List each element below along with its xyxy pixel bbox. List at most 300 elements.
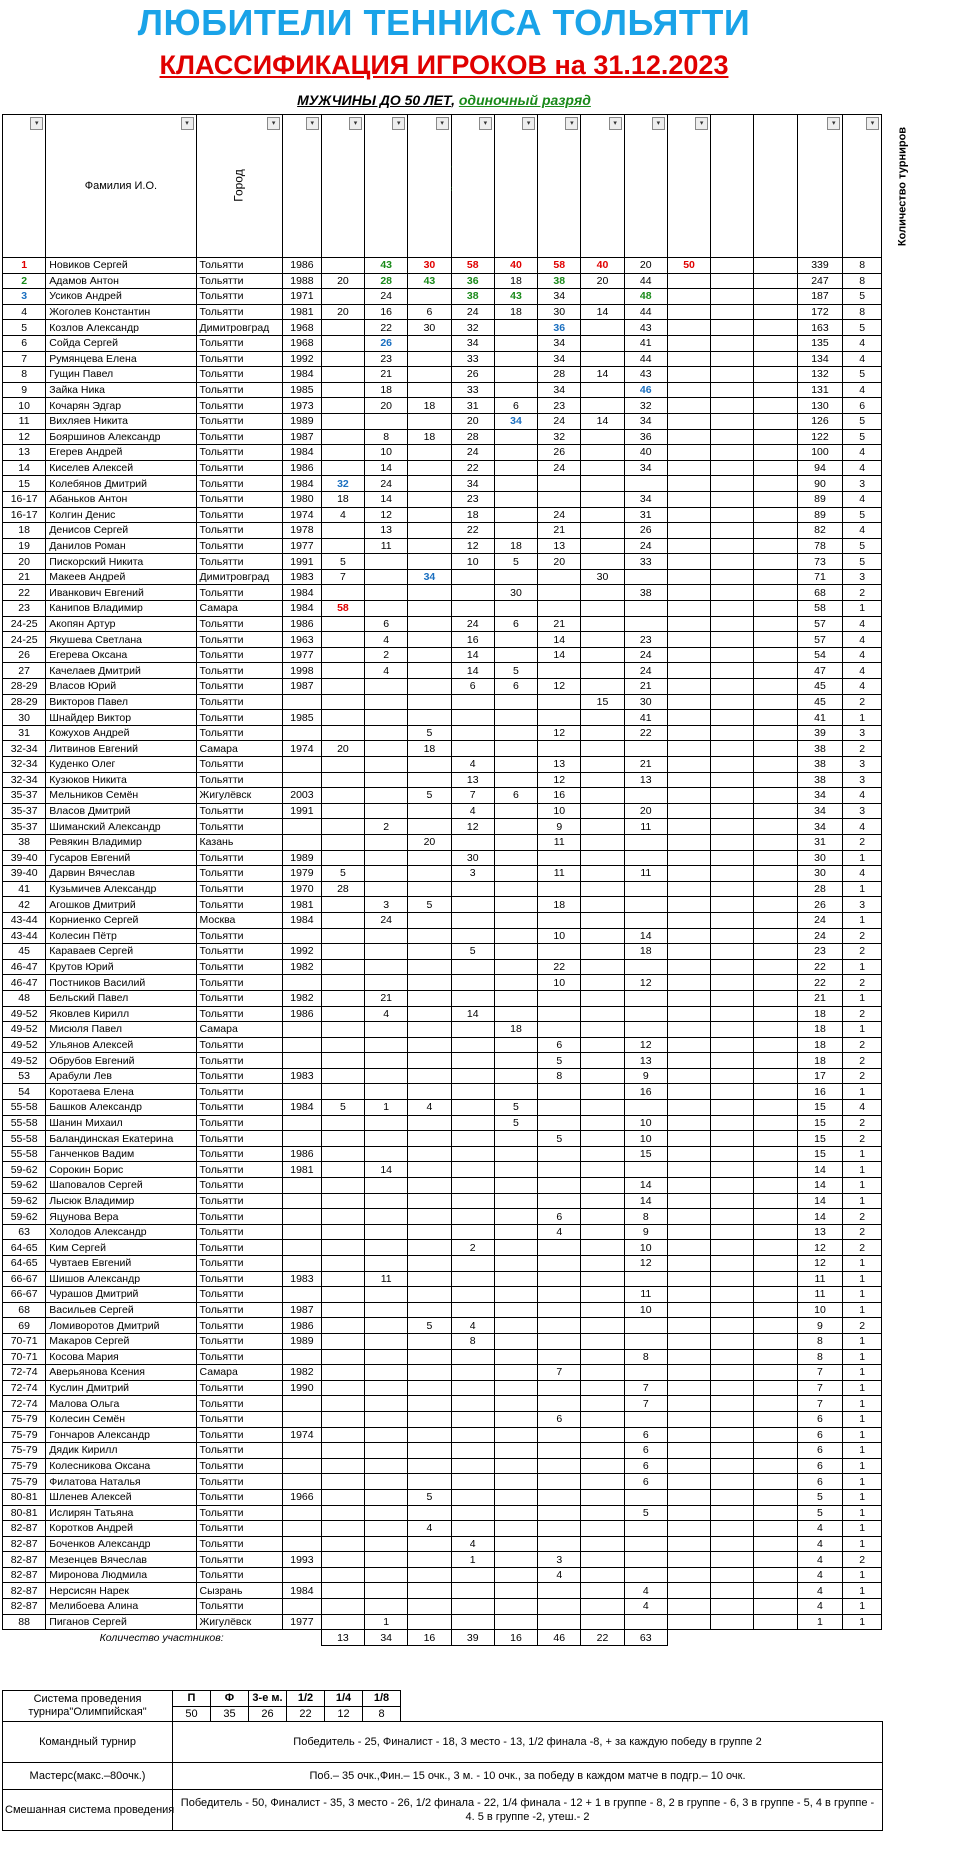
name-cell: Гусаров Евгений	[46, 850, 196, 866]
empty-cell	[667, 1333, 710, 1349]
total-cell: 8	[797, 1349, 843, 1365]
t5-cell	[494, 1068, 537, 1084]
empty-cell	[754, 616, 797, 632]
empty-cell	[754, 320, 797, 336]
name-cell: Постников Василий	[46, 975, 196, 991]
empty-cell	[711, 757, 754, 773]
t3-cell	[408, 1240, 451, 1256]
year-cell: 1979	[283, 866, 322, 882]
t6-cell: 24	[538, 413, 581, 429]
empty-cell	[667, 1162, 710, 1178]
rank-cell: 82-87	[3, 1567, 46, 1583]
empty-cell	[754, 663, 797, 679]
t1-cell	[321, 413, 364, 429]
empty-cell	[754, 1474, 797, 1490]
table-row	[3, 1567, 882, 1583]
participants-count: 34	[365, 1630, 408, 1646]
total-cell: 30	[797, 866, 843, 882]
empty-cell	[711, 1100, 754, 1116]
t1-cell	[321, 959, 364, 975]
empty-cell	[754, 928, 797, 944]
city-cell: Тольятти	[196, 850, 283, 866]
col-t2-header	[365, 115, 408, 258]
t8-cell	[624, 881, 667, 897]
empty-cell	[667, 663, 710, 679]
t1-cell	[321, 1146, 364, 1162]
city-cell: Тольятти	[196, 679, 283, 695]
rank-cell: 48	[3, 990, 46, 1006]
name-cell: Власов Дмитрий	[46, 803, 196, 819]
t3-cell	[408, 476, 451, 492]
t6-cell	[538, 850, 581, 866]
t5-cell	[494, 1162, 537, 1178]
empty-cell	[711, 569, 754, 585]
t3-cell	[408, 1411, 451, 1427]
t2-cell	[365, 1396, 408, 1412]
total-cell: 34	[797, 819, 843, 835]
t5-cell	[494, 1131, 537, 1147]
t7-cell	[581, 1131, 624, 1147]
t4-cell	[451, 1505, 494, 1521]
name-cell: Шиманский Александр	[46, 819, 196, 835]
table-row	[3, 1256, 882, 1272]
year-cell	[283, 1505, 322, 1521]
empty-cell	[667, 741, 710, 757]
t3-cell: 18	[408, 741, 451, 757]
t7-cell	[581, 1302, 624, 1318]
total-cell: 24	[797, 912, 843, 928]
name-cell: Новиков Сергей	[46, 258, 196, 274]
name-cell: Ганченков Вадим	[46, 1146, 196, 1162]
rank-cell: 7	[3, 351, 46, 367]
year-cell: 1992	[283, 351, 322, 367]
count-cell: 4	[843, 819, 882, 835]
participants-count: 16	[494, 1630, 537, 1646]
count-cell: 1	[843, 601, 882, 617]
total-cell: 73	[797, 554, 843, 570]
total-cell: 6	[797, 1411, 843, 1427]
t6-cell: 24	[538, 507, 581, 523]
rank-cell: 75-79	[3, 1443, 46, 1459]
filter-dropdown-icon[interactable]: ▾	[392, 117, 405, 130]
count-cell: 2	[843, 1209, 882, 1225]
empty-cell	[667, 1100, 710, 1116]
total-cell: 12	[797, 1240, 843, 1256]
t3-cell: 5	[408, 788, 451, 804]
t7-cell	[581, 834, 624, 850]
total-cell: 14	[797, 1162, 843, 1178]
empty-cell	[711, 367, 754, 383]
table-row	[3, 1053, 882, 1069]
t3-cell	[408, 1287, 451, 1303]
t8-cell: 12	[624, 1037, 667, 1053]
rank-cell: 5	[3, 320, 46, 336]
year-cell	[283, 1567, 322, 1583]
name-cell: Колесин Семён	[46, 1411, 196, 1427]
t4-cell	[451, 1131, 494, 1147]
count-cell: 3	[843, 772, 882, 788]
t1-cell	[321, 1209, 364, 1225]
table-row	[3, 585, 882, 601]
t6-cell	[538, 1583, 581, 1599]
city-cell: Тольятти	[196, 1536, 283, 1552]
t4-cell	[451, 1146, 494, 1162]
table-row	[3, 616, 882, 632]
name-cell: Денисов Сергей	[46, 523, 196, 539]
table-row	[3, 1443, 882, 1459]
empty-cell	[754, 881, 797, 897]
t1-cell	[321, 1193, 364, 1209]
empty-cell	[667, 491, 710, 507]
t7-cell: 14	[581, 304, 624, 320]
t2-cell: 3	[365, 897, 408, 913]
t6-cell: 21	[538, 523, 581, 539]
empty-cell	[754, 1068, 797, 1084]
t6-cell: 24	[538, 460, 581, 476]
empty-cell	[754, 429, 797, 445]
empty-cell	[667, 445, 710, 461]
table-row	[3, 1458, 882, 1474]
t2-cell	[365, 1443, 408, 1459]
t2-cell	[365, 1193, 408, 1209]
year-cell: 1992	[283, 944, 322, 960]
rank-cell: 43-44	[3, 912, 46, 928]
name-cell: Шанин Михаил	[46, 1115, 196, 1131]
t6-cell	[538, 1505, 581, 1521]
t8-cell: 43	[624, 367, 667, 383]
filter-dropdown-icon[interactable]: ▾	[349, 117, 362, 130]
t2-cell	[365, 1115, 408, 1131]
t2-cell	[365, 1037, 408, 1053]
rank-cell: 82-87	[3, 1521, 46, 1537]
t5-cell	[494, 959, 537, 975]
count-cell: 5	[843, 429, 882, 445]
t3-cell	[408, 351, 451, 367]
city-cell: Тольятти	[196, 1489, 283, 1505]
rank-cell: 68	[3, 1302, 46, 1318]
name-cell: Акопян Артур	[46, 616, 196, 632]
year-cell	[283, 1224, 322, 1240]
count-cell: 8	[843, 273, 882, 289]
t6-cell: 34	[538, 382, 581, 398]
rank-cell: 59-62	[3, 1162, 46, 1178]
t7-cell	[581, 725, 624, 741]
filter-dropdown-icon[interactable]: ▾	[436, 117, 449, 130]
t6-cell: 11	[538, 834, 581, 850]
t3-cell	[408, 538, 451, 554]
t5-cell	[494, 990, 537, 1006]
t1-cell	[321, 1037, 364, 1053]
t7-cell: 14	[581, 413, 624, 429]
empty-cell	[754, 741, 797, 757]
t8-cell: 20	[624, 803, 667, 819]
count-cell: 4	[843, 679, 882, 695]
t2-cell	[365, 554, 408, 570]
t1-cell	[321, 538, 364, 554]
empty-cell	[711, 382, 754, 398]
rank-cell: 80-81	[3, 1505, 46, 1521]
masters-text: Поб.– 35 очк.,Фин.– 15 очк., 3 м. - 10 очк., за победу в каждом матче в подгр.– 10 очк.	[173, 1763, 883, 1790]
col-name-header	[46, 115, 196, 258]
table-row	[3, 1489, 882, 1505]
t6-cell	[538, 1443, 581, 1459]
table-row	[3, 1240, 882, 1256]
table-row	[3, 990, 882, 1006]
filter-dropdown-icon[interactable]: ▾	[565, 117, 578, 130]
rank-cell: 64-65	[3, 1256, 46, 1272]
t5-cell	[494, 1053, 537, 1069]
t2-cell	[365, 1489, 408, 1505]
t5-cell	[494, 772, 537, 788]
t8-cell: 24	[624, 663, 667, 679]
t6-cell: 6	[538, 1411, 581, 1427]
t6-cell: 12	[538, 679, 581, 695]
t2-cell	[365, 788, 408, 804]
t4-cell	[451, 1100, 494, 1116]
t5-cell	[494, 850, 537, 866]
t4-cell: 22	[451, 523, 494, 539]
total-cell: 131	[797, 382, 843, 398]
name-cell: Баландинская Екатерина	[46, 1131, 196, 1147]
count-cell: 2	[843, 1240, 882, 1256]
table-row	[3, 507, 882, 523]
t7-cell	[581, 1583, 624, 1599]
t6-cell	[538, 663, 581, 679]
t8-cell: 44	[624, 304, 667, 320]
t5-cell	[494, 1567, 537, 1583]
empty-cell	[754, 912, 797, 928]
table-row	[3, 772, 882, 788]
t7-cell	[581, 1536, 624, 1552]
t6-cell: 12	[538, 772, 581, 788]
empty-cell	[667, 523, 710, 539]
year-cell	[283, 1536, 322, 1552]
t4-cell: 31	[451, 398, 494, 414]
t2-cell	[365, 1380, 408, 1396]
filter-dropdown-icon[interactable]: ▾	[866, 117, 879, 130]
filter-dropdown-icon[interactable]: ▾	[30, 117, 43, 130]
empty-cell	[711, 1396, 754, 1412]
name-cell: Шленев Алексей	[46, 1489, 196, 1505]
empty-cell	[754, 1614, 797, 1630]
sort-dropdown-icon[interactable]: ▾	[827, 117, 840, 130]
table-row	[3, 1022, 882, 1038]
t5-cell	[494, 1489, 537, 1505]
table-row	[3, 258, 882, 274]
total-cell: 10	[797, 1302, 843, 1318]
t8-cell	[624, 1614, 667, 1630]
rank-cell: 35-37	[3, 803, 46, 819]
t7-cell	[581, 1489, 624, 1505]
t3-cell: 20	[408, 834, 451, 850]
t2-cell	[365, 1178, 408, 1194]
empty-cell	[754, 1536, 797, 1552]
year-cell: 1977	[283, 538, 322, 554]
year-cell	[283, 975, 322, 991]
filter-dropdown-icon[interactable]: ▾	[652, 117, 665, 130]
empty-cell	[754, 679, 797, 695]
rank-cell: 27	[3, 663, 46, 679]
name-cell: Кузюков Никита	[46, 772, 196, 788]
t6-cell: 6	[538, 1209, 581, 1225]
t3-cell	[408, 601, 451, 617]
city-cell: Димитровград	[196, 320, 283, 336]
table-row	[3, 632, 882, 648]
table-row	[3, 741, 882, 757]
t2-cell: 10	[365, 445, 408, 461]
t8-cell	[624, 788, 667, 804]
year-cell: 1974	[283, 741, 322, 757]
total-cell: 1	[797, 1614, 843, 1630]
t6-cell: 4	[538, 1567, 581, 1583]
t3-cell	[408, 679, 451, 695]
t8-cell: 11	[624, 819, 667, 835]
filter-dropdown-icon[interactable]: ▾	[479, 117, 492, 130]
rank-cell: 43-44	[3, 928, 46, 944]
t3-cell: 34	[408, 569, 451, 585]
empty-cell	[754, 944, 797, 960]
t8-cell: 24	[624, 538, 667, 554]
t3-cell	[408, 507, 451, 523]
filter-dropdown-icon[interactable]: ▾	[609, 117, 622, 130]
count-cell: 4	[843, 1100, 882, 1116]
city-cell: Тольятти	[196, 1333, 283, 1349]
t4-cell	[451, 741, 494, 757]
count-cell: 1	[843, 1567, 882, 1583]
empty-cell	[667, 1131, 710, 1147]
count-cell: 3	[843, 757, 882, 773]
empty-cell	[754, 258, 797, 274]
count-cell: 5	[843, 554, 882, 570]
t8-cell: 13	[624, 1053, 667, 1069]
rank-cell: 72-74	[3, 1396, 46, 1412]
t7-cell	[581, 1552, 624, 1568]
t1-cell	[321, 803, 364, 819]
name-cell: Канипов Владимир	[46, 601, 196, 617]
col-count-label: Количество турниров	[896, 126, 909, 247]
team-label: Командный турнир	[3, 1722, 173, 1763]
count-cell: 1	[843, 1458, 882, 1474]
t8-cell: 21	[624, 757, 667, 773]
t8-cell	[624, 1552, 667, 1568]
city-cell: Жигулёвск	[196, 788, 283, 804]
empty-cell	[711, 616, 754, 632]
table-row	[3, 445, 882, 461]
t2-cell	[365, 1240, 408, 1256]
filter-dropdown-icon[interactable]: ▾	[267, 117, 280, 130]
empty-cell	[667, 1209, 710, 1225]
filter-dropdown-icon[interactable]: ▾	[306, 117, 319, 130]
t4-cell: 33	[451, 351, 494, 367]
t2-cell	[365, 1458, 408, 1474]
t1-cell: 5	[321, 554, 364, 570]
t4-cell	[451, 912, 494, 928]
t6-cell: 23	[538, 398, 581, 414]
t3-cell: 43	[408, 273, 451, 289]
total-cell: 5	[797, 1505, 843, 1521]
empty-cell	[711, 601, 754, 617]
t3-cell	[408, 1599, 451, 1615]
name-cell: Егерева Оксана	[46, 647, 196, 663]
empty-cell	[711, 1053, 754, 1069]
olympic-label: Система проведения турнира"Олимпийская"	[3, 1691, 173, 1722]
t6-cell: 14	[538, 647, 581, 663]
t6-cell	[538, 569, 581, 585]
t1-cell: 20	[321, 273, 364, 289]
t6-cell: 28	[538, 367, 581, 383]
empty-cell	[711, 819, 754, 835]
t7-cell	[581, 1022, 624, 1038]
t5-cell	[494, 429, 537, 445]
rank-cell: 72-74	[3, 1380, 46, 1396]
t1-cell	[321, 912, 364, 928]
city-cell: Жигулёвск	[196, 1614, 283, 1630]
t4-cell	[451, 1053, 494, 1069]
count-cell: 1	[843, 1287, 882, 1303]
filter-dropdown-icon[interactable]: ▾	[522, 117, 535, 130]
empty-cell	[667, 1053, 710, 1069]
empty-cell	[754, 1209, 797, 1225]
empty-cell	[667, 1583, 710, 1599]
t4-cell	[451, 1084, 494, 1100]
filter-dropdown-icon[interactable]: ▾	[181, 117, 194, 130]
t2-cell	[365, 710, 408, 726]
t1-cell	[321, 694, 364, 710]
city-cell: Тольятти	[196, 304, 283, 320]
table-row	[3, 1302, 882, 1318]
table-row	[3, 975, 882, 991]
year-cell: 1985	[283, 710, 322, 726]
t8-cell: 10	[624, 1302, 667, 1318]
t1-cell	[321, 1131, 364, 1147]
t3-cell	[408, 1209, 451, 1225]
t3-cell	[408, 928, 451, 944]
t8-cell: 34	[624, 460, 667, 476]
t7-cell	[581, 710, 624, 726]
filter-dropdown-icon[interactable]: ▾	[695, 117, 708, 130]
t1-cell	[321, 944, 364, 960]
count-cell: 1	[843, 1271, 882, 1287]
t8-cell: 9	[624, 1068, 667, 1084]
t3-cell: 4	[408, 1100, 451, 1116]
empty-cell	[711, 1256, 754, 1272]
t5-cell	[494, 866, 537, 882]
table-row	[3, 320, 882, 336]
t8-cell	[624, 897, 667, 913]
city-cell: Тольятти	[196, 413, 283, 429]
t8-cell: 6	[624, 1443, 667, 1459]
t5-cell: 5	[494, 1100, 537, 1116]
t6-cell	[538, 881, 581, 897]
t2-cell	[365, 1224, 408, 1240]
table-row	[3, 476, 882, 492]
t8-cell: 43	[624, 320, 667, 336]
year-cell	[283, 928, 322, 944]
year-cell	[283, 1131, 322, 1147]
rank-cell: 28-29	[3, 694, 46, 710]
t6-cell: 13	[538, 757, 581, 773]
t2-cell: 23	[365, 351, 408, 367]
empty-cell	[754, 1224, 797, 1240]
t5-cell	[494, 632, 537, 648]
t1-cell	[321, 647, 364, 663]
t5-cell	[494, 1365, 537, 1381]
year-cell	[283, 834, 322, 850]
t7-cell	[581, 1365, 624, 1381]
year-cell: 1982	[283, 1365, 322, 1381]
total-cell: 17	[797, 1068, 843, 1084]
year-cell	[283, 1115, 322, 1131]
